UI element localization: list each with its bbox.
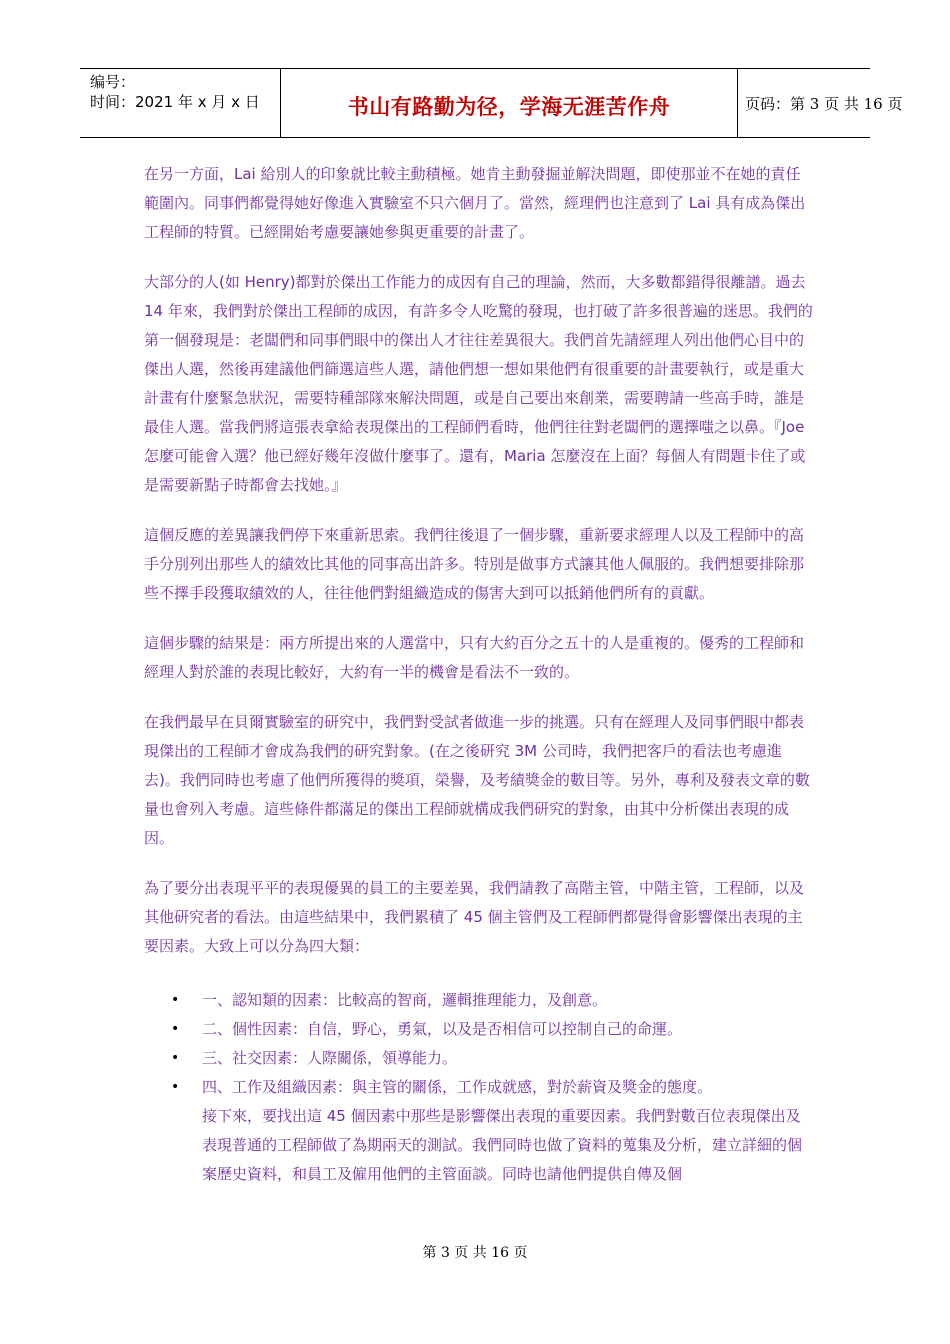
header-meta-cell: [80, 69, 280, 137]
body-paragraph: 在我們最早在貝爾實驗室的研究中，我們對受試者做進一步的挑選。只有在經理人及同事們眼中都表現傑出的工程師才會成為我們的研究對象。(在之後研究 3M 公司時，我們把客戶的看法也考慮進去)。我們同時也考慮了他們所獲得的獎項，榮譽，及考績獎金的數目等。另外，專利及發表文章的數量也會列入考慮。這些條件都滿足的傑出工程師就構成我們研究的對象，由其中分析傑出表現的成因。: [144, 713, 810, 847]
body-paragraph: 在另一方面，Lai 給別人的印象就比較主動積極。她肯主動發掘並解決問題，即使那並不在她的責任範圍內。同事們都覺得她好像進入實驗室不只六個月了。當然，經理們也注意到了 Lai 具有成為傑出工程師的特質。已經開始考慮要讓她參與更重要的計畫了。: [144, 165, 806, 241]
list-item-text: 三、社交因素：人際關係，領導能力。: [202, 1049, 458, 1067]
page-footer: 第 3 页 共 16 页: [422, 1245, 528, 1261]
header-motto: 书山有路勤为径，学海无涯苦作舟: [347, 94, 671, 119]
list-item: [144, 1044, 814, 1073]
list-item-text: 一、認知類的因素：比較高的智商，邏輯推理能力，及創意。: [202, 991, 608, 1009]
document-number-label: 编号：: [90, 73, 136, 91]
bullet-icon: •: [171, 1050, 180, 1066]
body-paragraph: 大部分的人(如 Henry)都對於傑出工作能力的成因有自己的理論，然而，大多數都錯得很離譜。過去 14 年來，我們對於傑出工程師的成因，有許多令人吃驚的發現，也打破了許多很普遍的迷思。我們的第一個發現是：老闆們和同事們眼中的傑出人才往往差異很大。我們首先請經理人列出他們心目中的傑出人選，然後再建議他們篩選這些人選，請他們想一想如果他們有很重要的計畫要執行，或是重大計畫有什麼緊急狀況，需要特種部隊來解決問題，或是自己要出來創業，需要聘請一些高手時，誰是最佳人選。當我們將這張表拿給表現傑出的工程師們看時，他們往往對老闆們的選擇嗤之以鼻。『Joe 怎麼可能會入選？他已經好幾年沒做什麼事了。還有，Maria 怎麼沒在上面？每個人有問題卡住了或是需要新點子時都會去找她。』: [144, 273, 813, 494]
bullet-icon: •: [171, 992, 180, 1008]
body-paragraph: 為了要分出表現平平的表現優異的員工的主要差異，我們請教了高階主管，中階主管，工程師，以及其他研究者的看法。由這些結果中，我們累積了 45 個主管們及工程師們都覺得會影響傑出表現的主要因素。大致上可以分為四大類：: [144, 879, 805, 955]
bullet-icon: •: [171, 1079, 180, 1095]
body-paragraph: 這個反應的差異讓我們停下來重新思索。我們往後退了一個步驟，重新要求經理人以及工程師中的高手分別列出那些人的績效比其他的同事高出許多。特別是做事方式讓其他人佩服的。我們想要排除那些不擇手段獲取績效的人，往往他們對組織造成的傷害大到可以抵銷他們所有的貢獻。: [144, 526, 805, 602]
document-body: [144, 160, 814, 1210]
header-motto-cell: [280, 69, 738, 137]
list-item: [144, 1015, 814, 1044]
list-item-text: 四、工作及組織因素：與主管的關係，工作成就感，對於薪資及獎金的態度。: [202, 1078, 713, 1096]
page-header: [80, 68, 903, 138]
bullet-icon: •: [171, 1021, 180, 1037]
body-paragraph: 這個步驟的結果是：兩方所提出來的人選當中，只有大約百分之五十的人是重複的。優秀的工程師和經理人對於誰的表現比較好，大約有一半的機會是看法不一致的。: [144, 634, 805, 681]
list-item: [144, 986, 814, 1015]
factor-list: [144, 986, 814, 1102]
header-page-cell: [736, 69, 903, 137]
list-item-text: 二、個性因素：自信，野心，勇氣，以及是否相信可以控制自己的命運。: [202, 1020, 683, 1038]
list-item: [144, 1073, 814, 1102]
closing-paragraph: 接下來，要找出這 45 個因素中那些是影響傑出表現的重要因素。我們對數百位表現傑出及表現普通的工程師做了為期兩天的測試。我們同時也做了資料的蒐集及分析，建立詳細的個案歷史資料，和員工及僱用他們的主管面談。同時也請他們提供自傳及個: [202, 1107, 803, 1183]
document-date-label: 时间：2021 年 x 月 x 日: [90, 93, 260, 111]
header-page-info: 页码：第 3 页 共 16 页: [745, 95, 903, 113]
